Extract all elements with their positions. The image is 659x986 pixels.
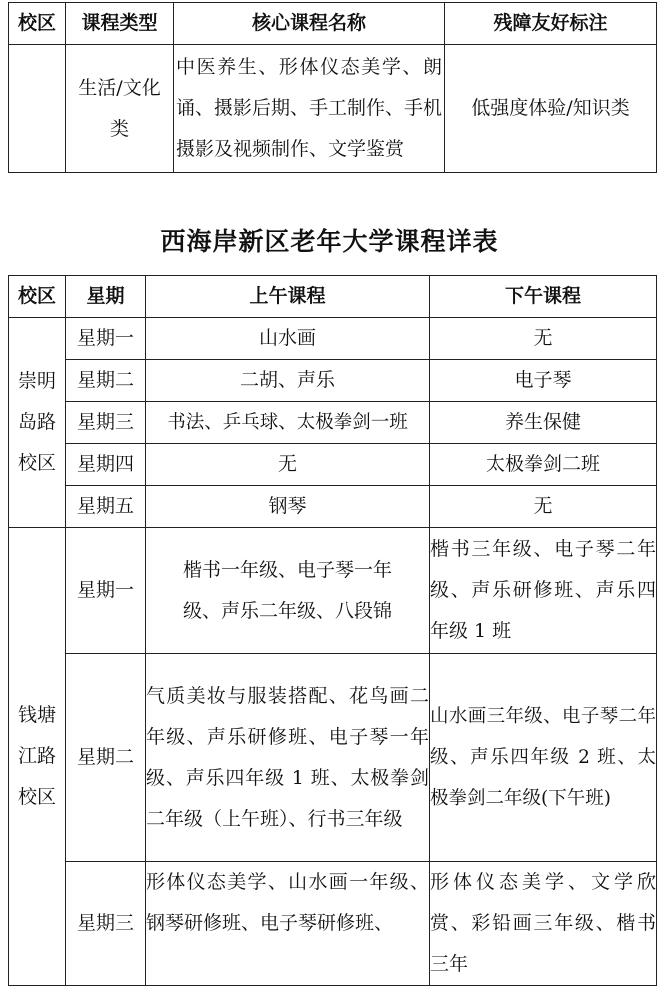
table-row xyxy=(9,444,657,486)
header-weekday: 星期 xyxy=(66,276,146,318)
header-accessibility-note: 残障友好标注 xyxy=(445,3,657,45)
afternoon-cell: 楷书三年级、电子琴二年级、声乐研修班、声乐四年级 1 班 xyxy=(430,528,657,654)
morning-cell: 二胡、声乐 xyxy=(146,360,430,402)
afternoon-cell: 无 xyxy=(430,318,657,360)
afternoon-cell: 养生保健 xyxy=(430,402,657,444)
table-row xyxy=(9,528,657,654)
weekday-cell: 星期二 xyxy=(66,360,146,402)
table-row xyxy=(9,360,657,402)
header-campus: 校区 xyxy=(9,3,66,45)
afternoon-cell: 无 xyxy=(430,486,657,528)
header-course-type: 课程类型 xyxy=(66,3,174,45)
afternoon-cell: 山水画三年级、电子琴二年级、声乐四年级 2 班、太极拳剑二年级(下午班) xyxy=(430,654,657,862)
afternoon-cell: 形体仪态美学、文学欣赏、彩铅画三年级、楷书三年 xyxy=(430,862,657,986)
morning-cell: 书法、乒乓球、太极拳剑一班 xyxy=(146,402,430,444)
morning-cell: 形体仪态美学、山水画一年级、钢琴研修班、电子琴研修班、 xyxy=(146,862,430,986)
morning-cell: 无 xyxy=(146,444,430,486)
table-row xyxy=(9,862,657,986)
page-title: 西海岸新区老年大学课程详表 xyxy=(160,227,499,256)
table-row xyxy=(9,402,657,444)
afternoon-cell: 太极拳剑二班 xyxy=(430,444,657,486)
table-row xyxy=(9,486,657,528)
course-type-table xyxy=(8,2,657,173)
header-core-courses: 核心课程名称 xyxy=(174,3,445,45)
course-type-cell: 生活/文化类 xyxy=(66,45,174,173)
table-row xyxy=(9,654,657,862)
morning-cell: 山水画 xyxy=(146,318,430,360)
table-row xyxy=(9,45,657,173)
weekday-cell: 星期四 xyxy=(66,444,146,486)
header-campus: 校区 xyxy=(9,276,66,318)
afternoon-cell: 电子琴 xyxy=(430,360,657,402)
morning-cell: 气质美妆与服装搭配、花鸟画二年级、声乐研修班、电子琴一年级、声乐四年级 1 班、太极拳剑二年级（上午班）、行书三年级 xyxy=(146,654,430,862)
header-afternoon: 下午课程 xyxy=(430,276,657,318)
campus-cell xyxy=(9,45,66,173)
table-header-row xyxy=(9,276,657,318)
table-header-row xyxy=(9,3,657,45)
weekday-cell: 星期二 xyxy=(66,654,146,862)
weekday-cell: 星期一 xyxy=(66,318,146,360)
morning-cell: 楷书一年级、电子琴一年级、声乐二年级、八段锦 xyxy=(146,528,430,654)
weekday-cell: 星期三 xyxy=(66,402,146,444)
header-morning: 上午课程 xyxy=(146,276,430,318)
campus-name-qiantangjiang: 钱塘江路校区 xyxy=(9,528,66,986)
weekday-cell: 星期三 xyxy=(66,862,146,986)
table-row xyxy=(9,318,657,360)
weekday-cell: 星期一 xyxy=(66,528,146,654)
accessibility-note-cell: 低强度体验/知识类 xyxy=(445,45,657,173)
schedule-table xyxy=(8,275,657,986)
core-courses-cell: 中医养生、形体仪态美学、朗诵、摄影后期、手工制作、手机摄影及视频制作、文学鉴赏 xyxy=(174,45,445,173)
weekday-cell: 星期五 xyxy=(66,486,146,528)
morning-cell: 钢琴 xyxy=(146,486,430,528)
campus-name-chongmingdao: 崇明岛路校区 xyxy=(9,318,66,528)
